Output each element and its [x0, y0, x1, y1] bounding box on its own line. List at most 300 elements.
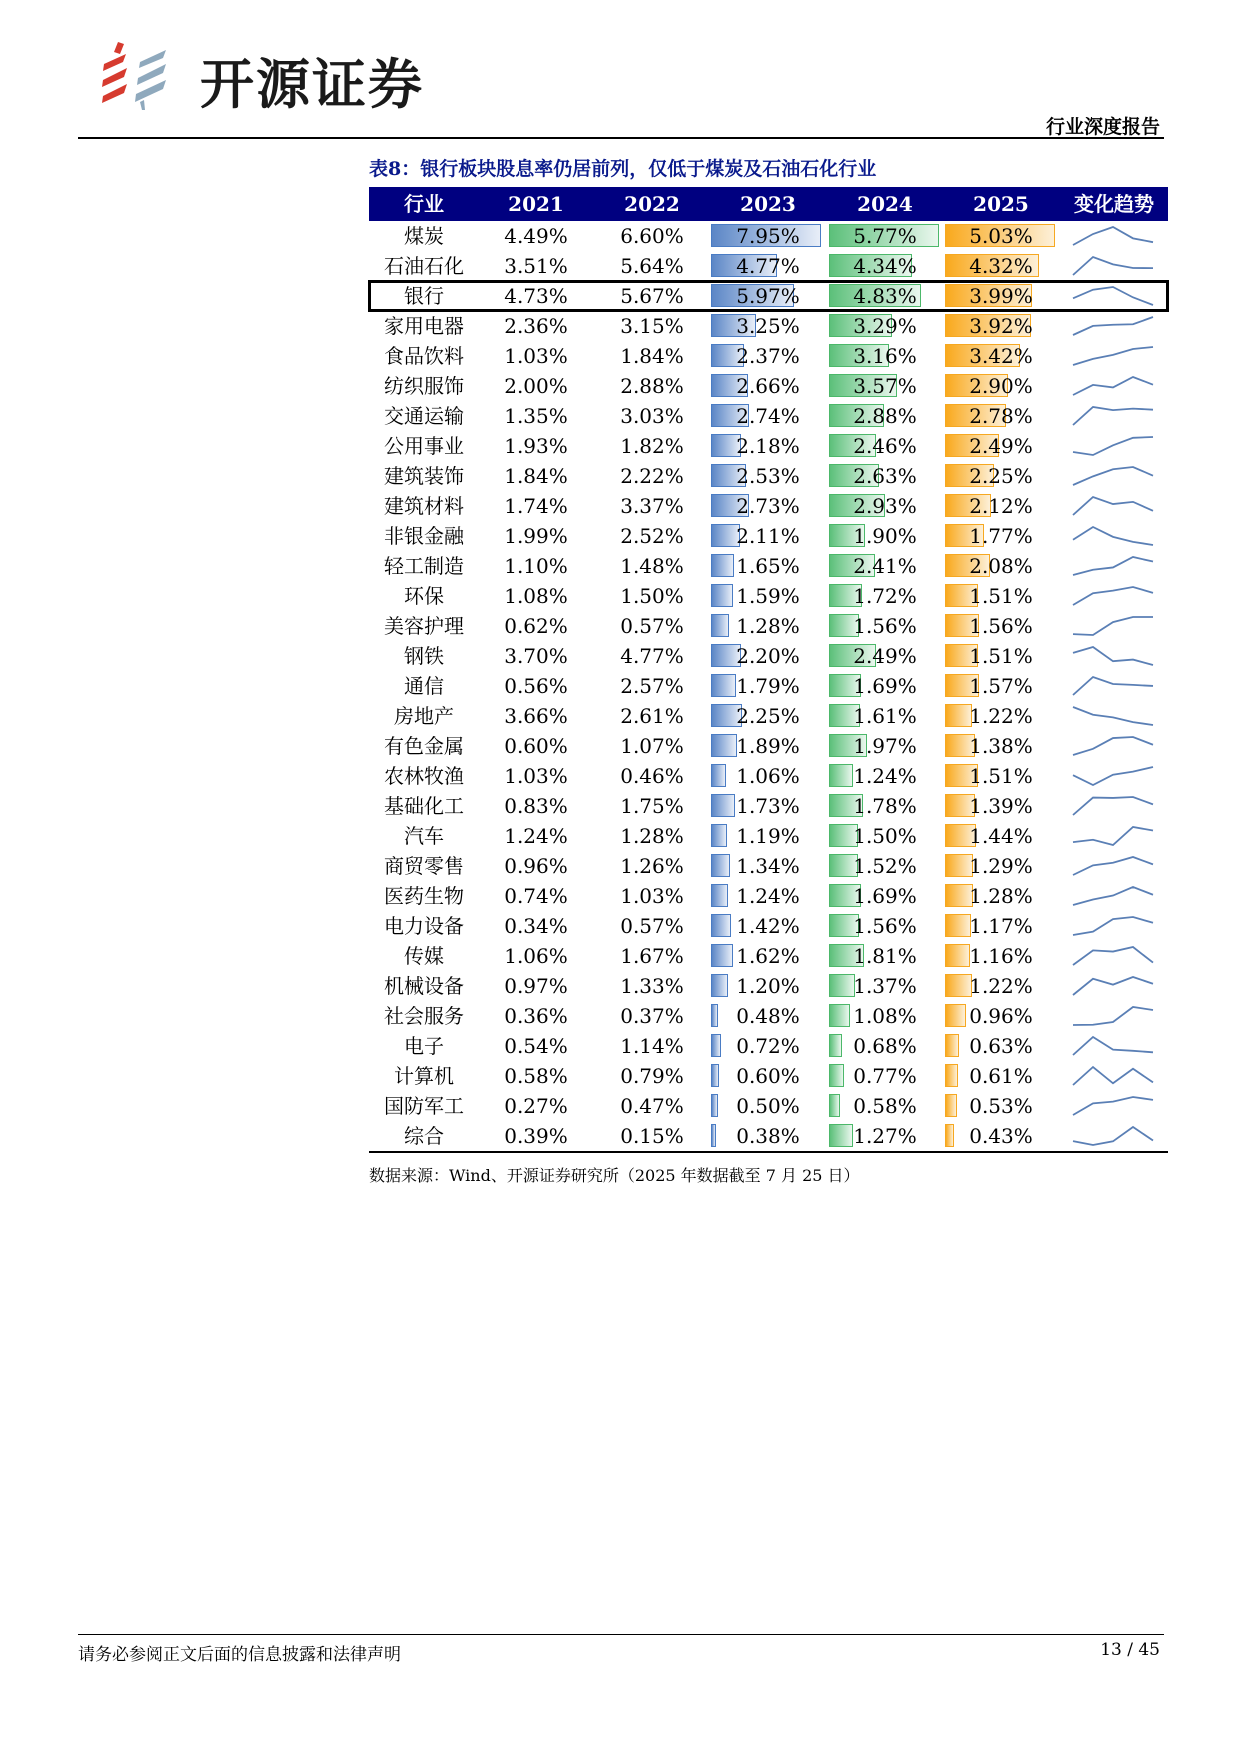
trend-sparkline — [1071, 493, 1155, 519]
trend-sparkline — [1071, 853, 1155, 879]
col-header-2025: 2025 — [973, 192, 1029, 216]
industry-name: 综合 — [404, 1124, 444, 1148]
yield-2025: 0.63% — [969, 1034, 1033, 1058]
yield-2025: 3.42% — [969, 344, 1033, 368]
data-bar-2023 — [711, 884, 728, 907]
data-bar-2023 — [711, 854, 730, 877]
sparkline-line — [1073, 617, 1153, 635]
industry-name: 食品饮料 — [384, 344, 464, 368]
yield-2024: 1.56% — [853, 614, 917, 638]
yield-2024: 3.57% — [853, 374, 917, 398]
yield-2024: 1.37% — [853, 974, 917, 998]
table-row — [369, 401, 1168, 431]
data-bar-2025 — [945, 1124, 954, 1147]
sparkline-line — [1073, 647, 1153, 665]
sparkline-line — [1073, 257, 1153, 275]
table-row — [369, 371, 1168, 401]
col-header-industry: 行业 — [404, 192, 444, 216]
sparkline-line — [1073, 497, 1153, 515]
yield-2025: 1.51% — [969, 584, 1033, 608]
sparkline-line — [1073, 1127, 1153, 1145]
yield-2021: 0.27% — [504, 1094, 568, 1118]
yield-2024: 1.72% — [853, 584, 917, 608]
dividend-yield-table — [369, 187, 1168, 1153]
yield-2024: 3.16% — [853, 344, 917, 368]
yield-2022: 1.07% — [620, 734, 684, 758]
yield-2025: 1.22% — [969, 704, 1033, 728]
yield-2022: 0.46% — [620, 764, 684, 788]
data-bar-2023 — [711, 554, 734, 577]
report-type: 行业深度报告 — [1045, 116, 1160, 138]
table-row — [369, 581, 1168, 611]
data-bar-2023 — [711, 734, 737, 757]
yield-2024: 2.88% — [853, 404, 917, 428]
sparkline-line — [1073, 857, 1153, 875]
data-bar-2023 — [711, 914, 731, 937]
yield-2022: 2.61% — [620, 704, 684, 728]
industry-name: 商贸零售 — [384, 854, 464, 878]
data-bar-2023 — [711, 824, 727, 847]
data-bar-2023 — [711, 794, 735, 817]
data-bar-2023 — [711, 764, 726, 787]
trend-sparkline — [1071, 463, 1155, 489]
yield-2023: 1.59% — [736, 584, 800, 608]
yield-2024: 0.58% — [853, 1094, 917, 1118]
yield-2024: 4.34% — [853, 254, 917, 278]
yield-2025: 1.29% — [969, 854, 1033, 878]
yield-2023: 1.73% — [736, 794, 800, 818]
sparkline-line — [1073, 947, 1153, 965]
yield-2024: 1.81% — [853, 944, 917, 968]
yield-2025: 2.25% — [969, 464, 1033, 488]
industry-name: 农林牧渔 — [384, 764, 464, 788]
table-row — [369, 431, 1168, 461]
yield-2022: 5.67% — [620, 284, 684, 308]
yield-2025: 0.43% — [969, 1124, 1033, 1148]
trend-sparkline — [1071, 823, 1155, 849]
logo-mark-icon — [100, 40, 200, 112]
data-bar-2025 — [945, 974, 972, 997]
industry-name: 电力设备 — [384, 914, 464, 938]
data-bar-2024 — [829, 1124, 853, 1147]
yield-2022: 1.82% — [620, 434, 684, 458]
trend-sparkline — [1071, 1123, 1155, 1149]
trend-sparkline — [1071, 583, 1155, 609]
yield-2023: 2.25% — [736, 704, 800, 728]
yield-2022: 1.14% — [620, 1034, 684, 1058]
yield-2021: 0.96% — [504, 854, 568, 878]
data-bar-2024 — [829, 1064, 844, 1087]
yield-2023: 1.20% — [736, 974, 800, 998]
trend-sparkline — [1071, 1033, 1155, 1059]
industry-name: 建筑材料 — [384, 494, 464, 518]
table-bottom-rule — [369, 1151, 1168, 1153]
table-row — [369, 491, 1168, 521]
yield-2025: 0.61% — [969, 1064, 1033, 1088]
sparkline-line — [1073, 527, 1153, 545]
table-row — [369, 731, 1168, 761]
table-row — [369, 341, 1168, 371]
table-row — [369, 941, 1168, 971]
industry-name: 建筑装饰 — [384, 464, 464, 488]
header-divider — [78, 137, 1164, 139]
yield-2024: 0.68% — [853, 1034, 917, 1058]
yield-2022: 0.37% — [620, 1004, 684, 1028]
data-bar-2023 — [711, 614, 729, 637]
table-row — [369, 1031, 1168, 1061]
industry-name: 煤炭 — [404, 224, 444, 248]
trend-sparkline — [1071, 433, 1155, 459]
table-row — [369, 761, 1168, 791]
yield-2025: 1.39% — [969, 794, 1033, 818]
yield-2025: 0.53% — [969, 1094, 1033, 1118]
yield-2022: 1.48% — [620, 554, 684, 578]
data-bar-2025 — [945, 704, 972, 727]
yield-2023: 2.20% — [736, 644, 800, 668]
table-header — [369, 187, 1168, 221]
yield-2025: 2.12% — [969, 494, 1033, 518]
industry-name: 基础化工 — [384, 794, 464, 818]
yield-2021: 0.60% — [504, 734, 568, 758]
data-bar-2025 — [945, 914, 971, 937]
yield-2021: 3.66% — [504, 704, 568, 728]
sparkline-line — [1073, 707, 1153, 725]
trend-sparkline — [1071, 253, 1155, 279]
yield-2022: 5.64% — [620, 254, 684, 278]
yield-2021: 0.83% — [504, 794, 568, 818]
yield-2021: 1.84% — [504, 464, 568, 488]
yield-2021: 0.74% — [504, 884, 568, 908]
table-row — [369, 1061, 1168, 1091]
yield-2025: 5.03% — [969, 224, 1033, 248]
trend-sparkline — [1071, 1063, 1155, 1089]
sparkline-line — [1073, 347, 1153, 365]
yield-2023: 3.25% — [736, 314, 800, 338]
trend-sparkline — [1071, 793, 1155, 819]
table-row — [369, 221, 1168, 251]
yield-2023: 0.38% — [736, 1124, 800, 1148]
yield-2021: 2.36% — [504, 314, 568, 338]
trend-sparkline — [1071, 763, 1155, 789]
trend-sparkline — [1071, 673, 1155, 699]
yield-2024: 1.97% — [853, 734, 917, 758]
industry-name: 轻工制造 — [384, 554, 464, 578]
industry-name: 电子 — [404, 1034, 444, 1058]
yield-2022: 2.57% — [620, 674, 684, 698]
yield-2025: 2.90% — [969, 374, 1033, 398]
table-row — [369, 281, 1168, 311]
yield-2023: 1.65% — [736, 554, 800, 578]
data-bar-2023 — [711, 1124, 716, 1147]
col-header-2024: 2024 — [857, 192, 913, 216]
yield-2023: 1.79% — [736, 674, 800, 698]
industry-name: 通信 — [404, 674, 444, 698]
yield-2023: 0.48% — [736, 1004, 800, 1028]
trend-sparkline — [1071, 343, 1155, 369]
yield-2024: 1.27% — [853, 1124, 917, 1148]
yield-2024: 2.63% — [853, 464, 917, 488]
sparkline-line — [1073, 677, 1153, 695]
yield-2022: 0.57% — [620, 614, 684, 638]
industry-name: 公用事业 — [384, 434, 464, 458]
yield-2024: 1.61% — [853, 704, 917, 728]
yield-2021: 3.70% — [504, 644, 568, 668]
yield-2021: 1.10% — [504, 554, 568, 578]
table-row — [369, 791, 1168, 821]
trend-sparkline — [1071, 883, 1155, 909]
yield-2023: 4.77% — [736, 254, 800, 278]
trend-sparkline — [1071, 703, 1155, 729]
table-row — [369, 251, 1168, 281]
col-header-2021: 2021 — [508, 192, 564, 216]
yield-2021: 0.36% — [504, 1004, 568, 1028]
data-bar-2024 — [829, 1094, 840, 1117]
yield-2025: 1.77% — [969, 524, 1033, 548]
sparkline-line — [1073, 827, 1153, 845]
yield-2022: 1.26% — [620, 854, 684, 878]
yield-2024: 1.50% — [853, 824, 917, 848]
yield-2021: 0.58% — [504, 1064, 568, 1088]
yield-2025: 1.56% — [969, 614, 1033, 638]
table-row — [369, 701, 1168, 731]
yield-2022: 3.03% — [620, 404, 684, 428]
yield-2025: 3.99% — [969, 284, 1033, 308]
data-bar-2024 — [829, 764, 853, 787]
yield-2022: 0.79% — [620, 1064, 684, 1088]
yield-2022: 6.60% — [620, 224, 684, 248]
yield-2024: 1.78% — [853, 794, 917, 818]
industry-name: 医药生物 — [384, 884, 464, 908]
yield-2023: 2.11% — [736, 524, 800, 548]
sparkline-line — [1073, 467, 1153, 485]
table-row — [369, 641, 1168, 671]
col-header-2023: 2023 — [740, 192, 796, 216]
sparkline-line — [1073, 407, 1153, 425]
sparkline-line — [1073, 887, 1153, 905]
yield-2021: 0.54% — [504, 1034, 568, 1058]
industry-name: 房地产 — [394, 704, 454, 728]
trend-sparkline — [1071, 643, 1155, 669]
industry-name: 环保 — [404, 584, 444, 608]
yield-2022: 3.37% — [620, 494, 684, 518]
yield-2025: 2.08% — [969, 554, 1033, 578]
table-body — [369, 221, 1168, 1151]
yield-2023: 0.50% — [736, 1094, 800, 1118]
industry-name: 汽车 — [404, 824, 444, 848]
yield-2022: 1.84% — [620, 344, 684, 368]
data-bar-2023 — [711, 1064, 719, 1087]
table-row — [369, 851, 1168, 881]
sparkline-line — [1073, 227, 1153, 245]
yield-2023: 1.24% — [736, 884, 800, 908]
industry-name: 传媒 — [404, 944, 444, 968]
yield-2021: 3.51% — [504, 254, 568, 278]
yield-2024: 4.83% — [853, 284, 917, 308]
yield-2021: 4.49% — [504, 224, 568, 248]
yield-2021: 1.99% — [504, 524, 568, 548]
yield-2025: 1.16% — [969, 944, 1033, 968]
yield-2021: 1.74% — [504, 494, 568, 518]
yield-2022: 1.33% — [620, 974, 684, 998]
sparkline-line — [1073, 1067, 1153, 1085]
data-bar-2024 — [829, 1034, 842, 1057]
data-bar-2023 — [711, 944, 733, 967]
yield-2024: 1.24% — [853, 764, 917, 788]
yield-2023: 2.53% — [736, 464, 800, 488]
trend-sparkline — [1071, 1003, 1155, 1029]
yield-2021: 1.08% — [504, 584, 568, 608]
page-number: 13 / 45 — [1100, 1640, 1160, 1660]
yield-2021: 1.06% — [504, 944, 568, 968]
yield-2023: 1.06% — [736, 764, 800, 788]
industry-name: 机械设备 — [384, 974, 464, 998]
sparkline-line — [1073, 917, 1153, 935]
sparkline-line — [1073, 587, 1153, 605]
yield-2023: 1.19% — [736, 824, 800, 848]
yield-2025: 1.44% — [969, 824, 1033, 848]
yield-2022: 1.67% — [620, 944, 684, 968]
industry-name: 计算机 — [394, 1064, 454, 1088]
data-bar-2025 — [945, 944, 970, 967]
yield-2023: 5.97% — [736, 284, 800, 308]
trend-sparkline — [1071, 373, 1155, 399]
table-row — [369, 971, 1168, 1001]
yield-2024: 0.77% — [853, 1064, 917, 1088]
yield-2024: 2.93% — [853, 494, 917, 518]
table-row — [369, 461, 1168, 491]
industry-name: 石油石化 — [384, 254, 464, 278]
yield-2022: 0.15% — [620, 1124, 684, 1148]
sparkline-line — [1073, 797, 1153, 815]
yield-2023: 1.28% — [736, 614, 800, 638]
yield-2023: 1.62% — [736, 944, 800, 968]
sparkline-line — [1073, 767, 1153, 785]
table-row — [369, 311, 1168, 341]
yield-2021: 0.56% — [504, 674, 568, 698]
yield-2024: 2.46% — [853, 434, 917, 458]
industry-name: 有色金属 — [384, 734, 464, 758]
trend-sparkline — [1071, 913, 1155, 939]
yield-2023: 2.73% — [736, 494, 800, 518]
yield-2024: 1.69% — [853, 674, 917, 698]
data-bar-2023 — [711, 674, 736, 697]
trend-sparkline — [1071, 313, 1155, 339]
yield-2025: 2.78% — [969, 404, 1033, 428]
yield-2022: 2.52% — [620, 524, 684, 548]
data-bar-2025 — [945, 1064, 958, 1087]
sparkline-line — [1073, 977, 1153, 995]
sparkline-line — [1073, 737, 1153, 755]
yield-2023: 0.72% — [736, 1034, 800, 1058]
yield-2021: 4.73% — [504, 284, 568, 308]
sparkline-line — [1073, 1007, 1153, 1025]
data-bar-2025 — [945, 1004, 966, 1027]
table-row — [369, 911, 1168, 941]
data-bar-2025 — [945, 1034, 959, 1057]
table-row — [369, 551, 1168, 581]
yield-2024: 5.77% — [853, 224, 917, 248]
yield-2021: 1.24% — [504, 824, 568, 848]
table-row — [369, 1001, 1168, 1031]
yield-2023: 2.66% — [736, 374, 800, 398]
table-row — [369, 1121, 1168, 1151]
yield-2022: 2.22% — [620, 464, 684, 488]
yield-2022: 0.57% — [620, 914, 684, 938]
yield-2024: 1.56% — [853, 914, 917, 938]
yield-2024: 2.41% — [853, 554, 917, 578]
trend-sparkline — [1071, 943, 1155, 969]
yield-2025: 0.96% — [969, 1004, 1033, 1028]
col-header-2022: 2022 — [624, 192, 680, 216]
yield-2021: 0.34% — [504, 914, 568, 938]
col-header-trend: 变化趋势 — [1074, 192, 1154, 216]
yield-2025: 1.28% — [969, 884, 1033, 908]
yield-2025: 1.51% — [969, 764, 1033, 788]
industry-name: 银行 — [404, 284, 444, 308]
industry-name: 交通运输 — [384, 404, 464, 428]
yield-2024: 1.69% — [853, 884, 917, 908]
yield-2021: 2.00% — [504, 374, 568, 398]
sparkline-line — [1073, 437, 1153, 455]
trend-sparkline — [1071, 523, 1155, 549]
yield-2024: 1.08% — [853, 1004, 917, 1028]
brand-name: 开源证券 — [200, 53, 424, 116]
yield-2025: 1.38% — [969, 734, 1033, 758]
table-row — [369, 611, 1168, 641]
trend-sparkline — [1071, 733, 1155, 759]
data-source-note: 数据来源：Wind、开源证券研究所（2025 年数据截至 7 月 25 日） — [369, 1166, 860, 1185]
yield-2021: 0.97% — [504, 974, 568, 998]
yield-2021: 1.93% — [504, 434, 568, 458]
trend-sparkline — [1071, 283, 1155, 309]
yield-2025: 1.22% — [969, 974, 1033, 998]
table-row — [369, 671, 1168, 701]
industry-name: 钢铁 — [404, 644, 444, 668]
yield-2025: 1.57% — [969, 674, 1033, 698]
table-caption: 表8：银行板块股息率仍居前列，仅低于煤炭及石油石化行业 — [369, 158, 877, 180]
trend-sparkline — [1071, 613, 1155, 639]
yield-2021: 1.03% — [504, 764, 568, 788]
data-bar-2023 — [711, 584, 733, 607]
yield-2024: 3.29% — [853, 314, 917, 338]
yield-2025: 1.51% — [969, 644, 1033, 668]
industry-name: 非银金融 — [384, 524, 464, 548]
sparkline-line — [1073, 377, 1153, 395]
trend-sparkline — [1071, 553, 1155, 579]
yield-2025: 4.32% — [969, 254, 1033, 278]
yield-2021: 0.62% — [504, 614, 568, 638]
yield-2023: 7.95% — [736, 224, 800, 248]
yield-2025: 1.17% — [969, 914, 1033, 938]
footer-divider — [78, 1634, 1164, 1635]
yield-2023: 0.60% — [736, 1064, 800, 1088]
yield-2022: 1.28% — [620, 824, 684, 848]
yield-2022: 1.75% — [620, 794, 684, 818]
data-bar-2023 — [711, 1004, 718, 1027]
industry-name: 纺织服饰 — [384, 374, 464, 398]
yield-2021: 1.35% — [504, 404, 568, 428]
yield-2024: 1.90% — [853, 524, 917, 548]
sparkline-line — [1073, 317, 1153, 335]
yield-2024: 2.49% — [853, 644, 917, 668]
yield-2023: 2.37% — [736, 344, 800, 368]
yield-2023: 1.42% — [736, 914, 800, 938]
yield-2023: 1.89% — [736, 734, 800, 758]
yield-2023: 2.74% — [736, 404, 800, 428]
industry-name: 家用电器 — [384, 314, 464, 338]
table-row — [369, 1091, 1168, 1121]
data-bar-2025 — [945, 1094, 957, 1117]
